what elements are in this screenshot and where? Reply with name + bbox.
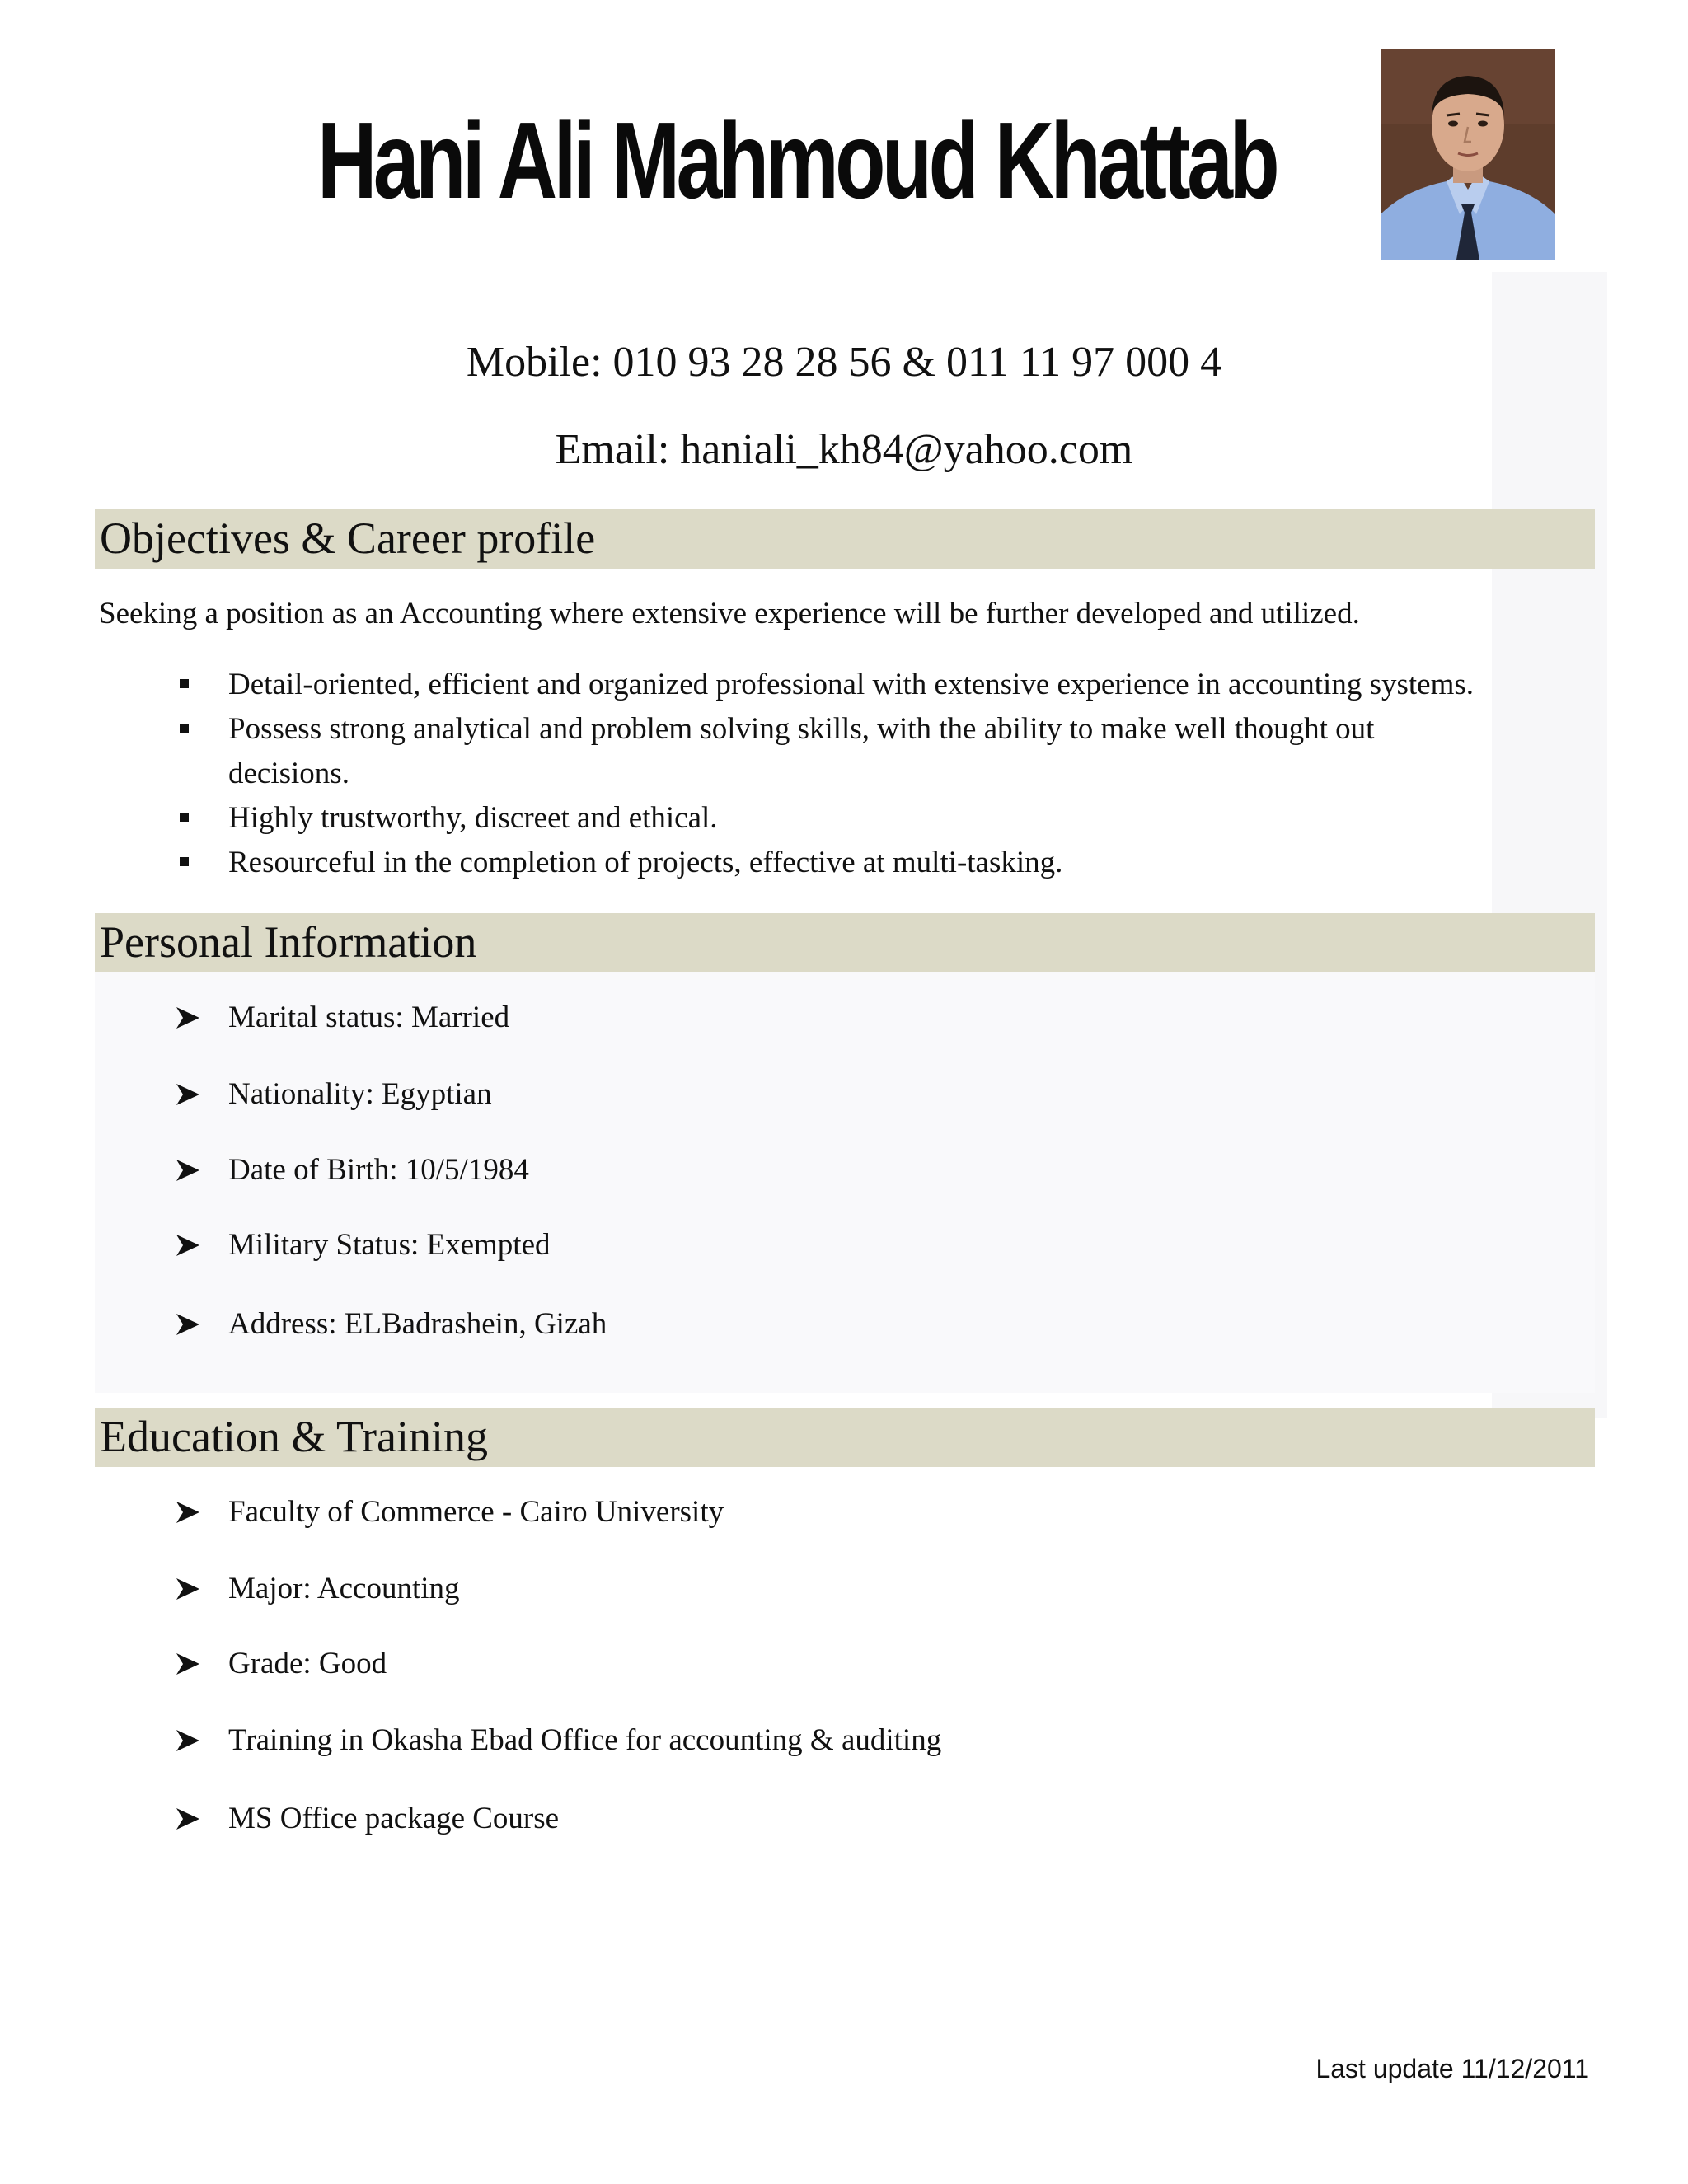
filled-square-icon [180, 857, 189, 866]
list-item-text: Faculty of Commerce - Cairo University [228, 1495, 724, 1529]
arrowhead-bullet-icon [175, 1577, 201, 1601]
arrowhead-bullet-icon [175, 1158, 201, 1183]
arrowhead-bullet-icon [175, 1005, 201, 1030]
section-title: Objectives & Career profile [100, 513, 596, 563]
arrowhead-bullet-icon [175, 1807, 201, 1831]
filled-square-icon [180, 724, 189, 733]
section-title: Education & Training [100, 1412, 488, 1461]
section-title: Personal Information [100, 917, 477, 967]
email-address: Email: haniali_kh84@yahoo.com [555, 426, 1133, 473]
list-item-text: Marital status: Married [228, 1001, 510, 1034]
list-item-text: Grade: Good [228, 1647, 387, 1680]
arrowhead-bullet-icon [175, 1500, 201, 1525]
arrowhead-bullet-icon [175, 1312, 201, 1337]
list-item-text: Detail-oriented, efficient and organized professional with extensive experience in accounting systems. [228, 668, 1475, 701]
list-item-text: Highly trustworthy, discreet and ethical. [228, 801, 718, 835]
list-item-text: Training in Okasha Ebad Office for accounting & auditing [228, 1723, 942, 1757]
education-section-header [95, 1408, 1595, 1467]
mobile-numbers: Mobile: 010 93 28 28 56 & 011 11 97 000 4 [466, 339, 1222, 386]
list-item-text: Nationality: Egyptian [228, 1077, 492, 1111]
last-update-note: Last update 11/12/2011 [1315, 2054, 1589, 2083]
list-item-text: Major: Accounting [228, 1572, 460, 1605]
arrowhead-bullet-icon [175, 1233, 201, 1258]
profile-photo [1381, 49, 1555, 260]
filled-square-icon [180, 813, 189, 822]
objectives-section-header [95, 509, 1595, 569]
list-item-text: Address: ELBadrashein, Gizah [228, 1307, 607, 1341]
list-item-text: Resourceful in the completion of projects, effective at multi-tasking. [228, 846, 1063, 879]
list-item-text: Possess strong analytical and problem solving skills, with the ability to make well thought out decisions. [228, 712, 1375, 790]
list-item-text: Military Status: Exempted [228, 1228, 551, 1262]
arrowhead-bullet-icon [175, 1652, 201, 1676]
list-item-text: MS Office package Course [228, 1802, 560, 1835]
arrowhead-bullet-icon [175, 1082, 201, 1107]
arrowhead-bullet-icon [175, 1728, 201, 1753]
portrait-image [1381, 49, 1555, 260]
personal-section-header [95, 913, 1595, 972]
candidate-name: Hani Ali Mahmoud Khattab [317, 100, 1277, 221]
objective-summary: Seeking a position as an Accounting where extensive experience will be further developed and utilized. [99, 597, 1360, 630]
filled-square-icon [180, 679, 189, 688]
list-item-text: Date of Birth: 10/5/1984 [228, 1153, 529, 1187]
